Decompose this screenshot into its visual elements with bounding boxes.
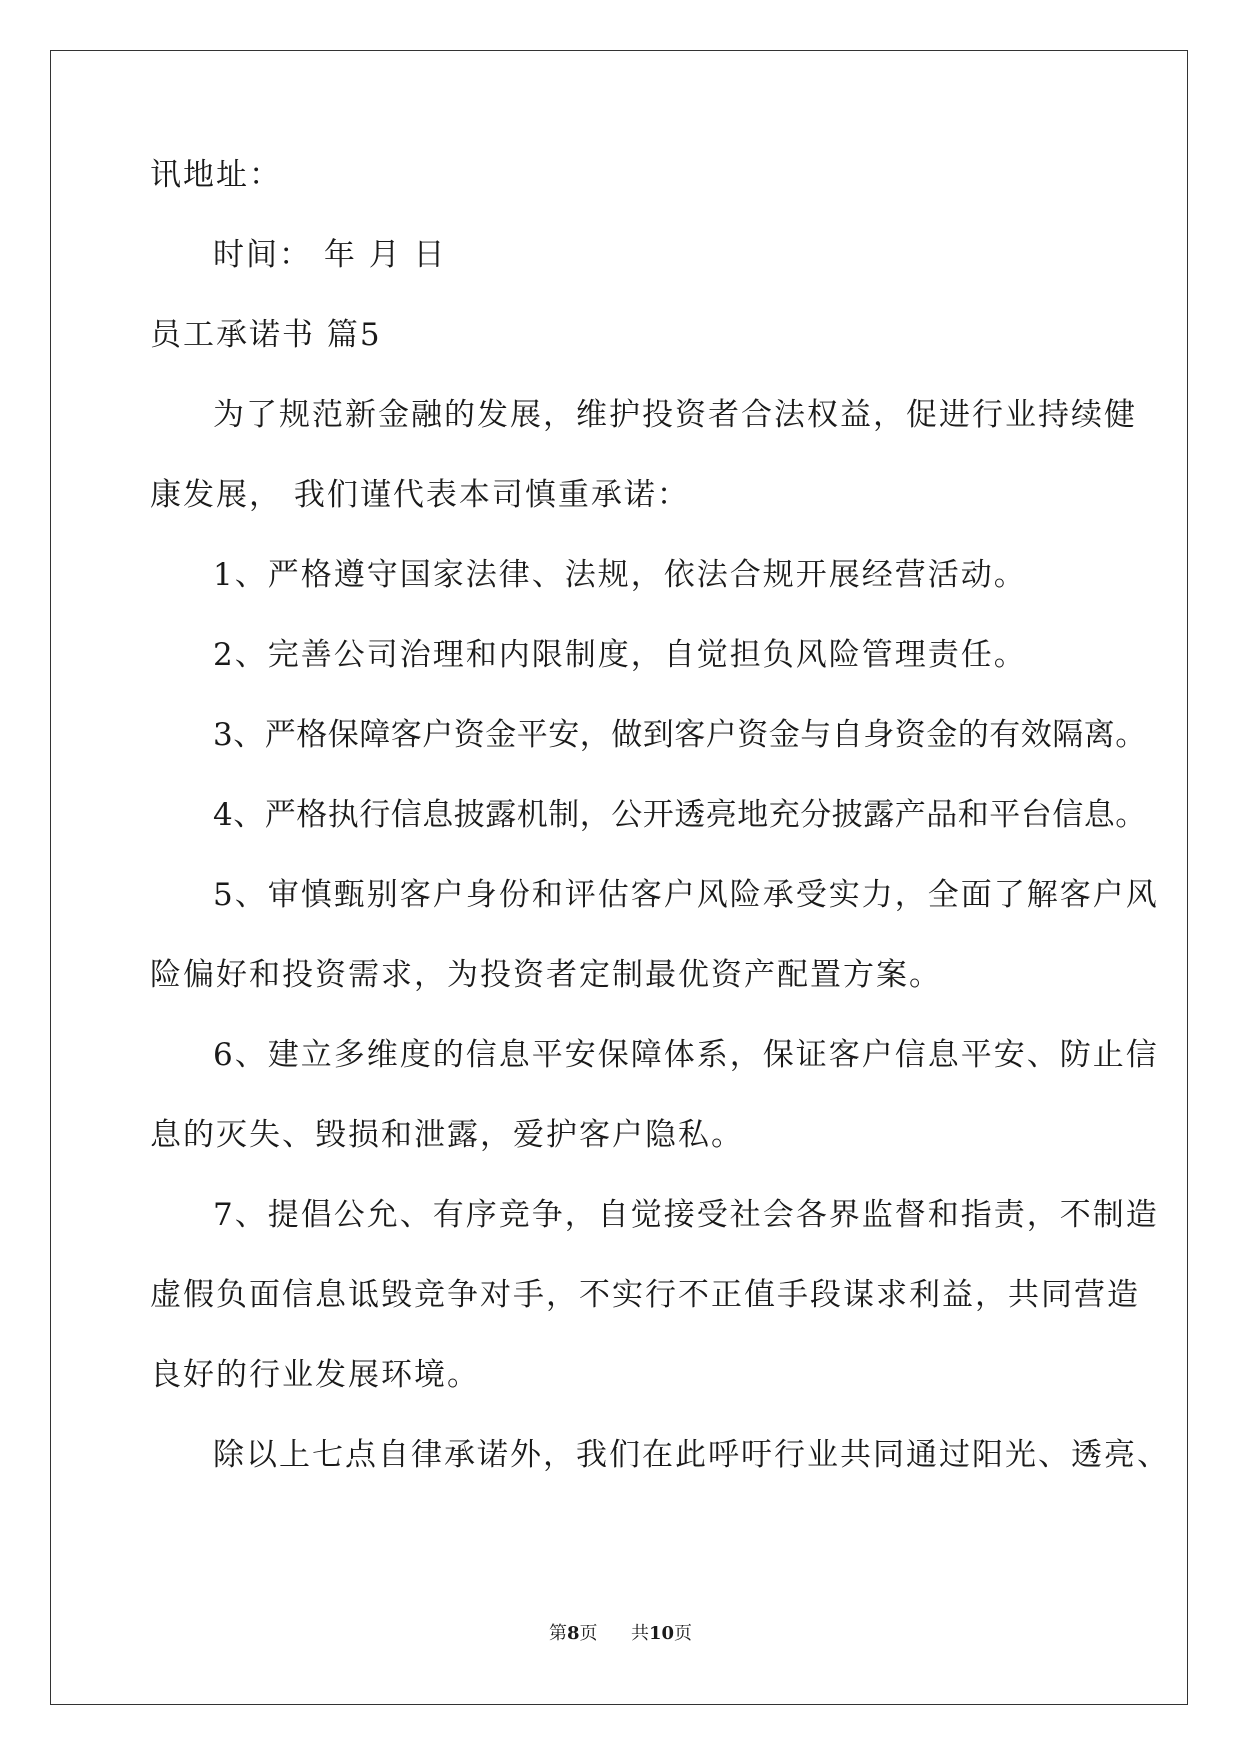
list-item: 4、严格执行信息披露机制，公开透亮地充分披露产品和平台信息。 bbox=[213, 797, 1147, 833]
total-prefix: 共 bbox=[630, 1623, 649, 1644]
total-suffix: 页 bbox=[674, 1623, 693, 1644]
paragraph-line: 康发展， 我们谨代表本司慎重承诺： bbox=[150, 477, 690, 513]
page-prefix: 第 bbox=[548, 1623, 567, 1644]
list-item: 6、建立多维度的信息平安保障体系，保证客户信息平安、防止信 bbox=[213, 1037, 1159, 1073]
list-item: 3、严格保障客户资金平安，做到客户资金与自身资金的有效隔离。 bbox=[213, 717, 1147, 753]
list-item: 7、提倡公允、有序竞争，自觉接受社会各界监督和指责，不制造 bbox=[213, 1197, 1159, 1233]
page-current: 8 bbox=[566, 1623, 580, 1644]
page-footer bbox=[0, 1622, 1241, 1646]
list-item-continuation: 息的灭失、毁损和泄露，爱护客户隐私。 bbox=[150, 1117, 744, 1153]
list-item-continuation: 良好的行业发展环境。 bbox=[150, 1357, 480, 1393]
list-item-continuation: 险偏好和投资需求，为投资者定制最优资产配置方案。 bbox=[150, 957, 942, 993]
list-item-continuation: 虚假负面信息诋毁竞争对手，不实行不正值手段谋求利益，共同营造 bbox=[150, 1277, 1140, 1313]
paragraph-line: 除以上七点自律承诺外，我们在此呼吁行业共同通过阳光、透亮、 bbox=[213, 1437, 1170, 1473]
list-item: 5、审慎甄别客户身份和评估客户风险承受实力，全面了解客户风 bbox=[213, 877, 1159, 913]
page-total: 10 bbox=[648, 1623, 675, 1644]
text-line: 讯地址： bbox=[150, 157, 282, 193]
page-suffix: 页 bbox=[579, 1623, 598, 1644]
section-heading: 员工承诺书 篇5 bbox=[150, 317, 382, 353]
list-item: 2、完善公司治理和内限制度，自觉担负风险管理责任。 bbox=[213, 637, 1027, 673]
list-item: 1、严格遵守国家法律、法规，依法合规开展经营活动。 bbox=[213, 557, 1027, 593]
paragraph-line: 为了规范新金融的发展，维护投资者合法权益，促进行业持续健 bbox=[213, 397, 1137, 433]
date-line: 时间： 年 月 日 bbox=[213, 237, 447, 273]
